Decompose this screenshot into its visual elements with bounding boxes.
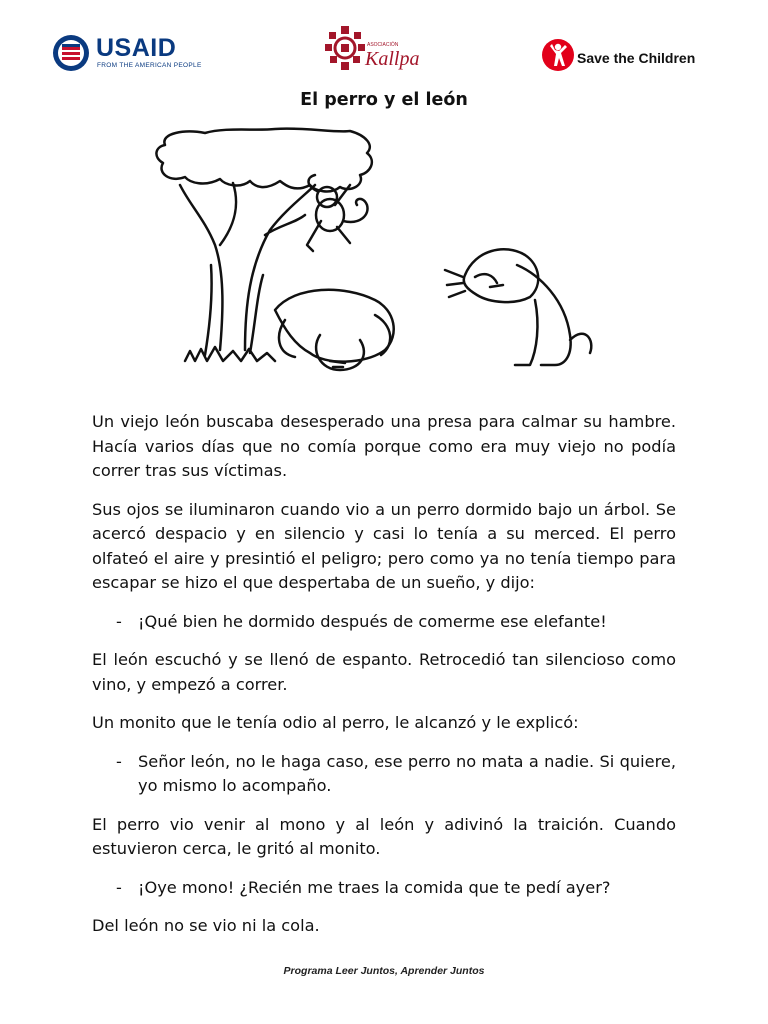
story-body <box>92 410 676 953</box>
dog-figure <box>275 290 394 370</box>
usaid-seal-icon <box>52 34 90 72</box>
dialogue-dash: - <box>116 751 122 771</box>
usaid-name: USAID <box>96 34 177 62</box>
paragraph: Un monito que le tenía odio al perro, le alcanzó y le explicó: <box>92 713 579 732</box>
kallpa-name: Kallpa <box>365 48 420 70</box>
kallpa-sun-icon <box>325 26 365 72</box>
paragraph: Sus ojos se iluminaron cuando vio a un perro dormido bajo un árbol. Se acercó despacio y en silencio y casi lo tenía a su merced. El perro olfateó el aire y presintió el peligro; pero como ya no tenía tiempo para escapar se hizo el que despertaba de un sueño, y dijo: <box>92 499 676 592</box>
dialogue-text: ¡Qué bien he dormido después de comerme ese elefante! <box>138 611 607 631</box>
save-the-children-name: Save the Children <box>577 50 696 66</box>
dialogue-line <box>92 876 676 901</box>
page-header <box>0 0 768 90</box>
kallpa-logo <box>325 26 420 78</box>
dialogue-text: Señor león, no le haga caso, ese perro no mata a nadie. Si quiere, yo mismo lo acompaño. <box>138 751 676 795</box>
usaid-tagline: FROM THE AMERICAN PEOPLE <box>97 62 202 69</box>
page-title: El perro y el león <box>300 90 468 110</box>
dialogue-dash: - <box>116 877 122 897</box>
tree-trunk <box>180 183 315 350</box>
dialogue-text: ¡Oye mono! ¿Recién me traes la comida que te pedí ayer? <box>138 877 611 897</box>
dialogue-line <box>92 610 676 635</box>
dialogue-dash: - <box>116 611 122 631</box>
tree-canopy <box>156 129 371 192</box>
paragraph: Un viejo león buscaba desesperado una presa para calmar su hambre. Hacía varios días que no comía porque como era muy viejo no podía correr tras sus víctimas. <box>92 412 676 480</box>
story-illustration <box>145 125 625 390</box>
usaid-logo <box>52 32 200 74</box>
save-the-children-logo <box>542 38 717 74</box>
paragraph: El león escuchó y se llenó de espanto. Retrocedió tan silencioso como vino, y empezó a correr. <box>92 650 676 694</box>
page-footer: Programa Leer Juntos, Aprender Juntos <box>283 965 485 977</box>
dialogue-line <box>92 750 676 799</box>
kallpa-label: ASOCIACIÓN <box>367 42 399 48</box>
lion-figure <box>445 249 591 365</box>
paragraph: Del león no se vio ni la cola. <box>92 916 320 935</box>
save-the-children-icon <box>542 38 574 72</box>
grass <box>185 347 275 361</box>
paragraph: El perro vio venir al mono y al león y adivinó la traición. Cuando estuvieron cerca, le gritó al monito. <box>92 814 676 858</box>
